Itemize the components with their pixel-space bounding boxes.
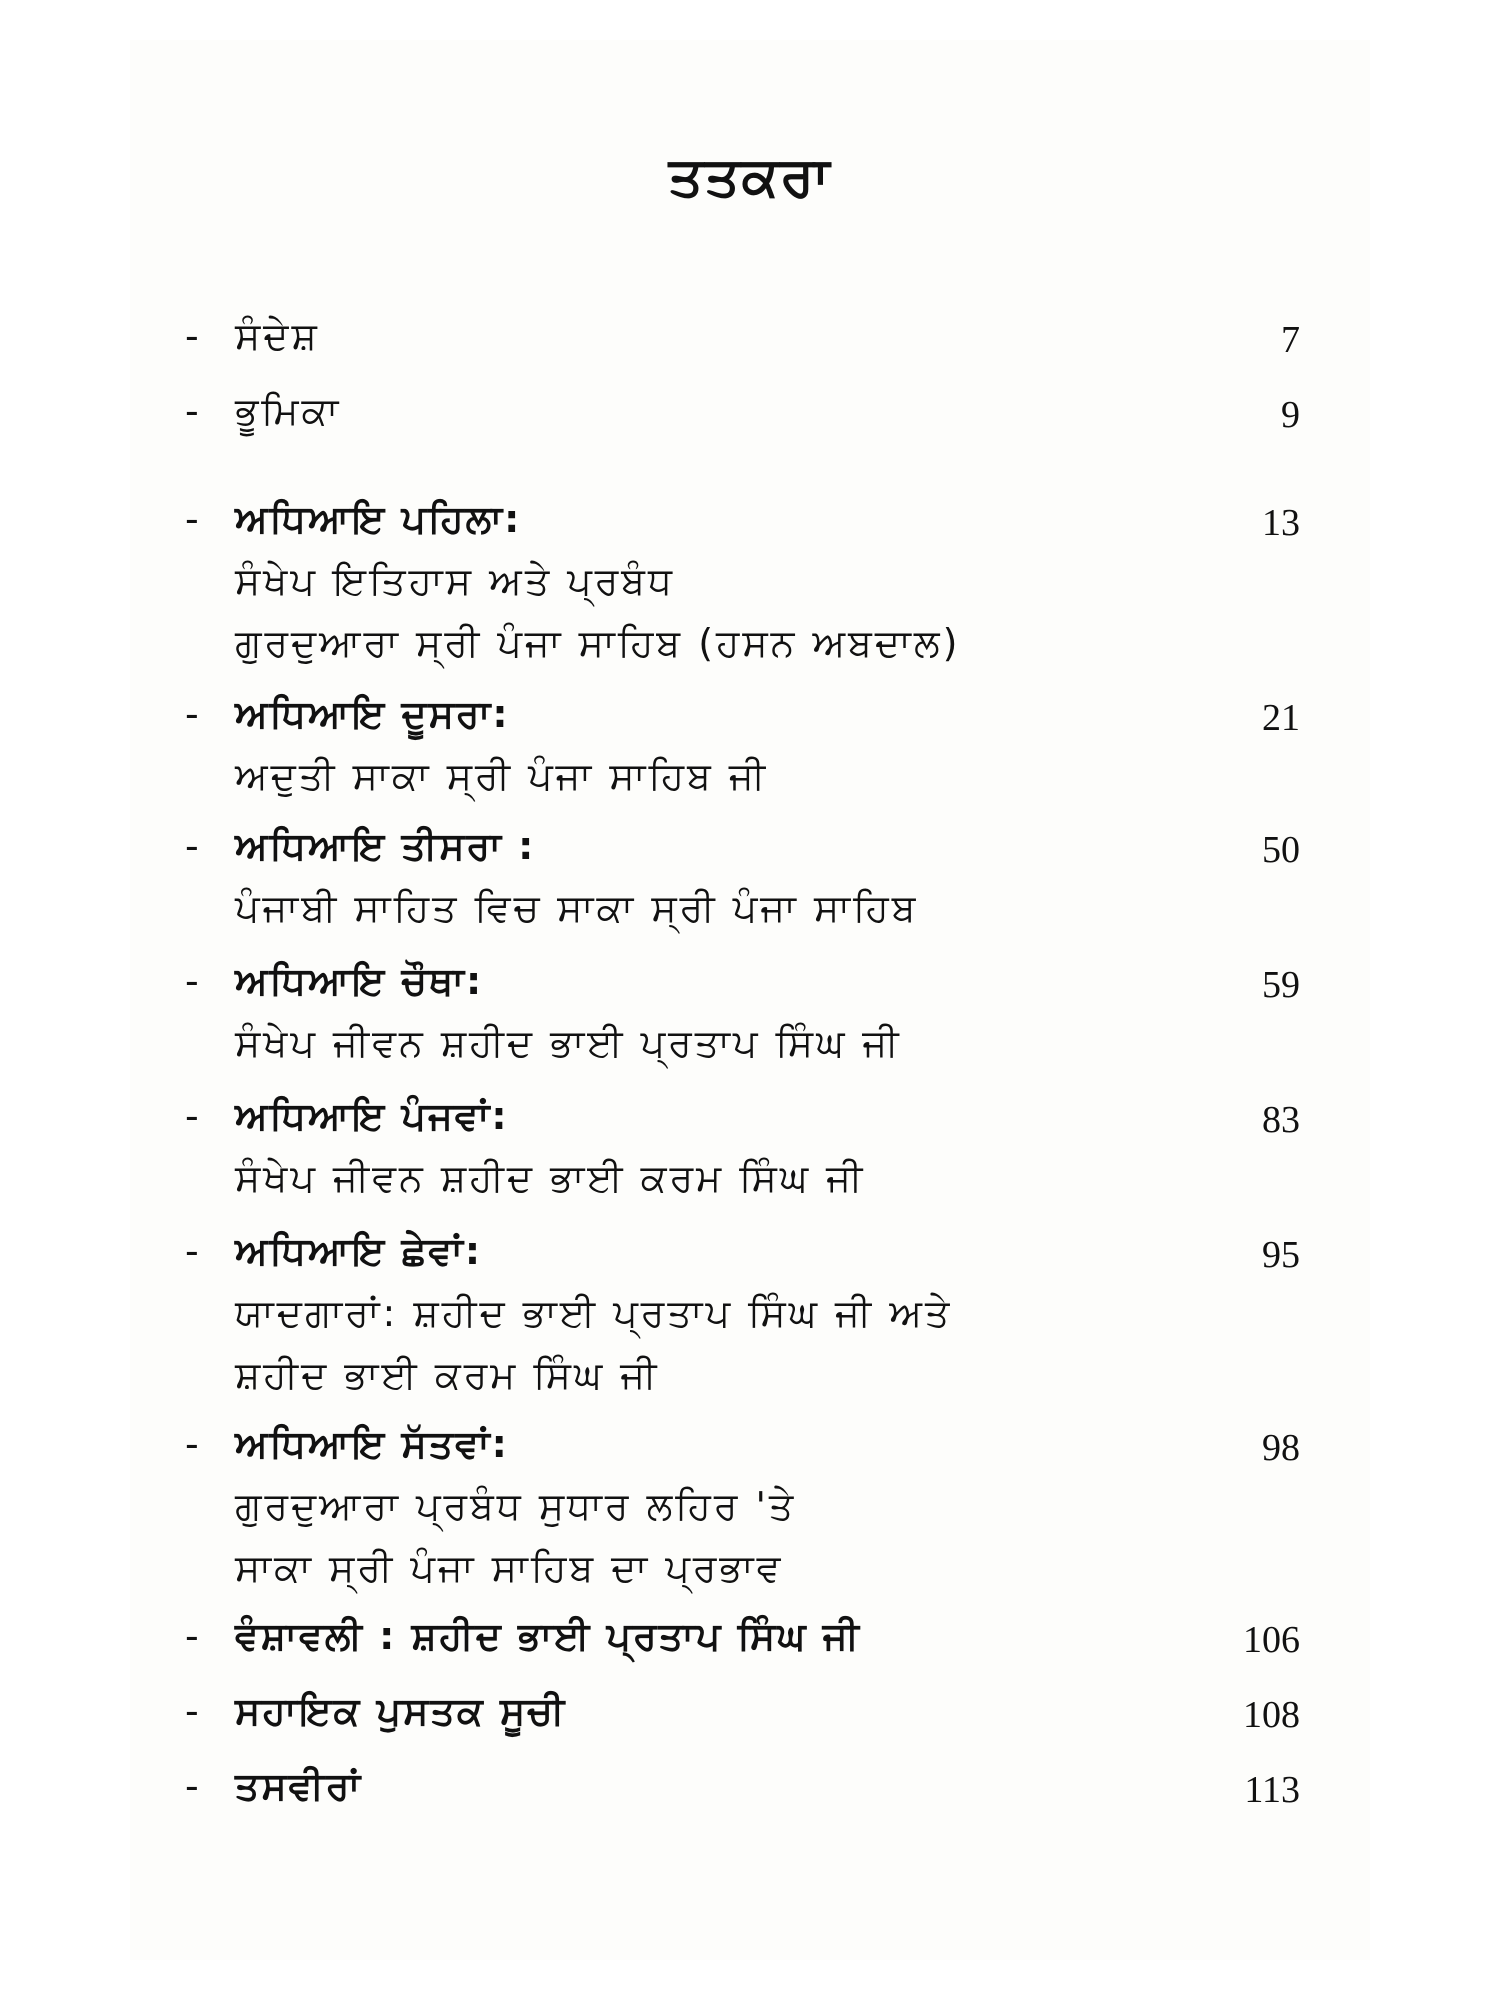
toc-entry xyxy=(0,683,1500,807)
toc-entry-subtitle: ਗੁਰਦੁਆਰਾ ਸ੍ਰੀ ਪੰਜਾ ਸਾਹਿਬ (ਹਸਨ ਅਬਦਾਲ) xyxy=(235,621,961,665)
toc-entry xyxy=(0,1085,1500,1209)
toc-dash: - xyxy=(185,824,199,868)
toc-page-number: 83 xyxy=(1262,1099,1300,1141)
toc-entry xyxy=(0,1755,1500,1817)
toc-dash: - xyxy=(185,497,199,541)
toc-page-number: 106 xyxy=(1243,1619,1300,1661)
toc-entry xyxy=(0,380,1500,442)
toc-entry-title: ਅਧਿਆਇ ਪਹਿਲਾ: xyxy=(235,497,522,541)
toc-dash: - xyxy=(185,1422,199,1466)
toc-entry-title: ਅਧਿਆਇ ਛੇਵਾਂ: xyxy=(235,1229,483,1273)
toc-dash: - xyxy=(185,1689,199,1733)
toc-page-number: 59 xyxy=(1262,964,1300,1006)
toc-page-number: 9 xyxy=(1281,394,1300,436)
toc-entry xyxy=(0,950,1500,1074)
toc-entry-subtitle: ਸੰਖੇਪ ਜੀਵਨ ਸ਼ਹੀਦ ਭਾਈ ਕਰਮ ਸਿੰਘ ਜੀ xyxy=(235,1156,866,1200)
toc-page-number: 21 xyxy=(1262,697,1300,739)
toc-dash: - xyxy=(185,314,199,358)
toc-entry-subtitle: ਸਾਕਾ ਸ੍ਰੀ ਪੰਜਾ ਸਾਹਿਬ ਦਾ ਪ੍ਰਭਾਵ xyxy=(235,1546,784,1590)
toc-entry-title: ਅਧਿਆਇ ਤੀਸਰਾ : xyxy=(235,824,536,868)
toc-entry-subtitle: ਸ਼ਹੀਦ ਭਾਈ ਕਰਮ ਸਿੰਘ ਜੀ xyxy=(235,1353,660,1397)
toc-dash: - xyxy=(185,1764,199,1808)
toc-entry-subtitle: ਅਦੁਤੀ ਸਾਕਾ ਸ੍ਰੀ ਪੰਜਾ ਸਾਹਿਬ ਜੀ xyxy=(235,754,769,798)
toc-entry-subtitle: ਗੁਰਦੁਆਰਾ ਪ੍ਰਬੰਧ ਸੁਧਾਰ ਲਹਿਰ 'ਤੇ xyxy=(235,1484,797,1528)
toc-dash: - xyxy=(185,389,199,433)
toc-entry xyxy=(0,305,1500,367)
toc-entry-subtitle: ਯਾਦਗਾਰਾਂ: ਸ਼ਹੀਦ ਭਾਈ ਪ੍ਰਤਾਪ ਸਿੰਘ ਜੀ ਅਤੇ xyxy=(235,1291,953,1335)
toc-page-number: 13 xyxy=(1262,502,1300,544)
toc-entry xyxy=(0,1220,1500,1406)
toc-dash: - xyxy=(185,692,199,736)
toc-dash: - xyxy=(185,1094,199,1138)
toc-entry-title: ਅਧਿਆਇ ਚੌਥਾ: xyxy=(235,959,484,1003)
toc-page-number: 113 xyxy=(1244,1769,1300,1811)
toc-page-number: 108 xyxy=(1243,1694,1300,1736)
toc-dash: - xyxy=(185,1614,199,1658)
toc-entry-title: ਵੰਸ਼ਾਵਲੀ : ਸ਼ਹੀਦ ਭਾਈ ਪ੍ਰਤਾਪ ਸਿੰਘ ਜੀ xyxy=(235,1614,861,1658)
toc-entry-title: ਭੂਮਿਕਾ xyxy=(235,389,342,433)
toc-entry xyxy=(0,1680,1500,1742)
toc-entry-subtitle: ਪੰਜਾਬੀ ਸਾਹਿਤ ਵਿਚ ਸਾਕਾ ਸ੍ਰੀ ਪੰਜਾ ਸਾਹਿਬ xyxy=(235,886,919,930)
toc-dash: - xyxy=(185,1229,199,1273)
page-title: ਤਤਕਰਾ xyxy=(668,145,832,208)
toc-entry xyxy=(0,488,1500,674)
toc-entry-title: ਅਧਿਆਇ ਸੱਤਵਾਂ: xyxy=(235,1422,509,1466)
toc-page-number: 98 xyxy=(1262,1427,1300,1469)
toc-entry-title: ਤਸਵੀਰਾਂ xyxy=(235,1764,363,1808)
toc-dash: - xyxy=(185,959,199,1003)
toc-page-number: 50 xyxy=(1262,829,1300,871)
toc-entry xyxy=(0,815,1500,939)
toc-entry-title: ਸੰਦੇਸ਼ xyxy=(235,314,320,358)
toc-entry-title: ਅਧਿਆਇ ਦੂਸਰਾ: xyxy=(235,692,510,736)
toc-page-number: 7 xyxy=(1281,319,1300,361)
toc-entry-subtitle: ਸੰਖੇਪ ਇਤਿਹਾਸ ਅਤੇ ਪ੍ਰਬੰਧ xyxy=(235,559,675,603)
toc-page-number: 95 xyxy=(1262,1234,1300,1276)
toc-entry-subtitle: ਸੰਖੇਪ ਜੀਵਨ ਸ਼ਹੀਦ ਭਾਈ ਪ੍ਰਤਾਪ ਸਿੰਘ ਜੀ xyxy=(235,1021,902,1065)
toc-entry xyxy=(0,1413,1500,1599)
toc-entry-title: ਅਧਿਆਇ ਪੰਜਵਾਂ: xyxy=(235,1094,509,1138)
toc-entry-title: ਸਹਾਇਕ ਪੁਸਤਕ ਸੂਚੀ xyxy=(235,1689,567,1733)
toc-entry xyxy=(0,1605,1500,1667)
